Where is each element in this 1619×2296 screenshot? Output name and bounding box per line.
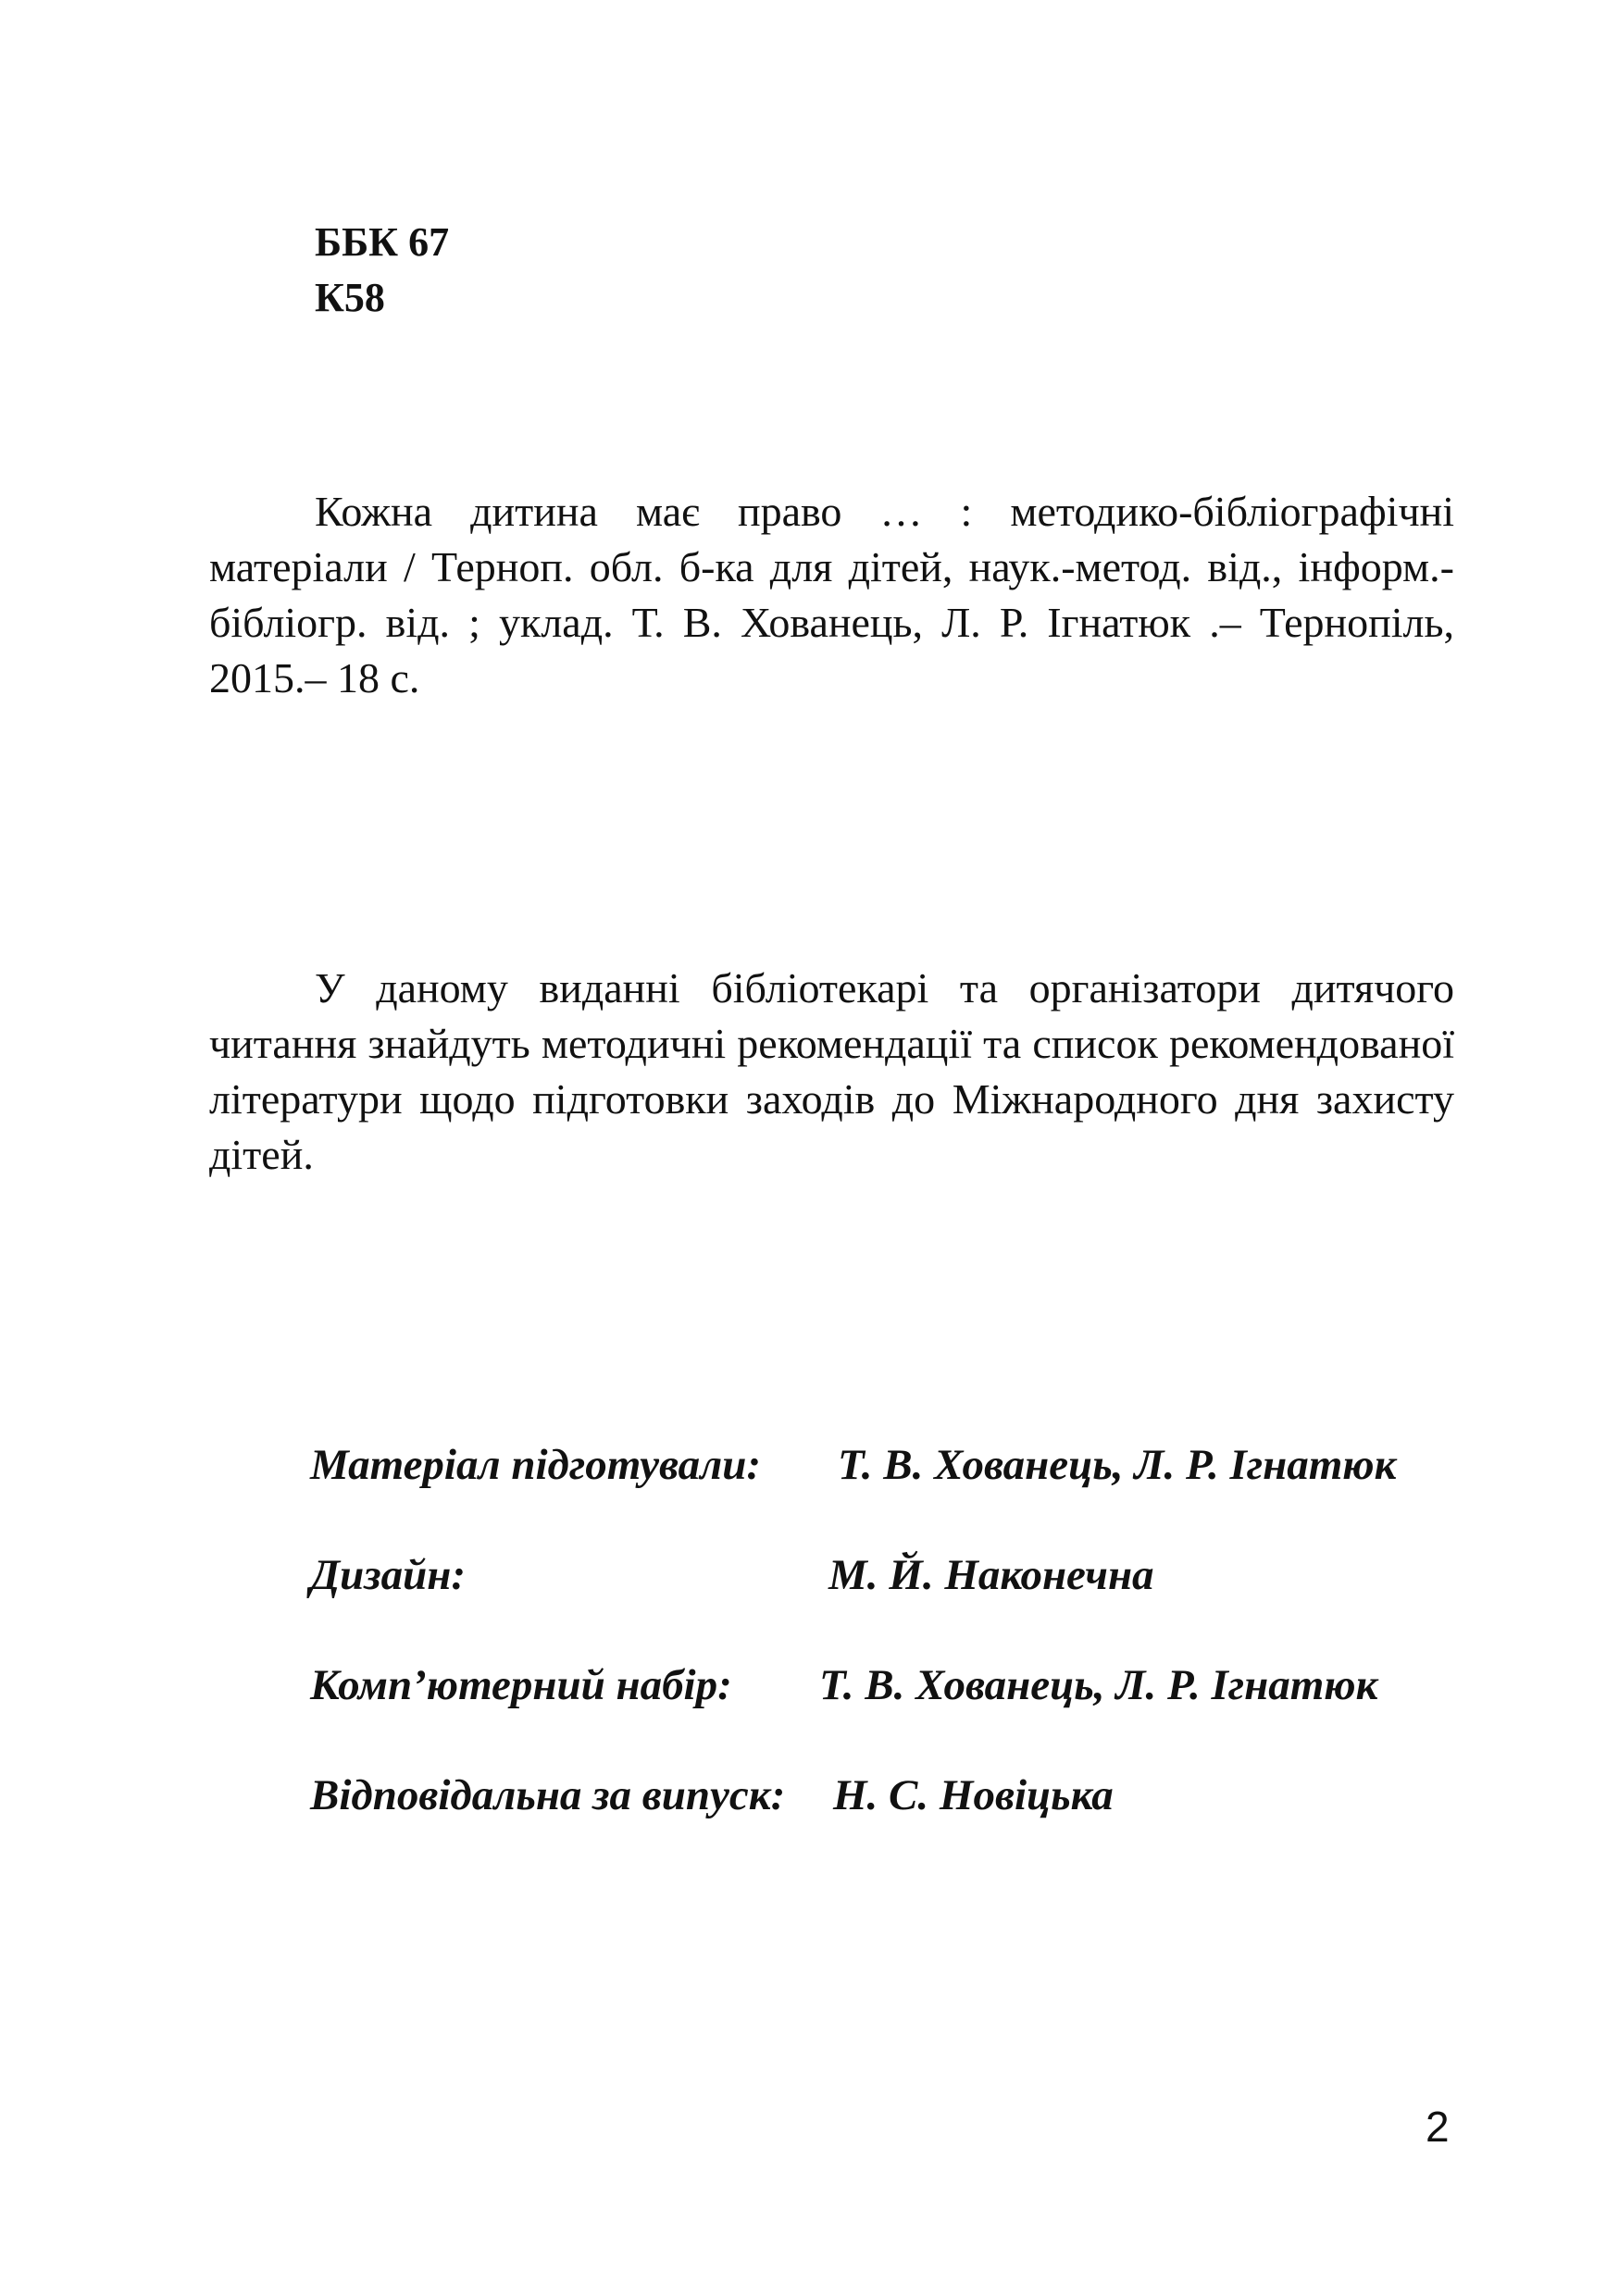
- bibliographic-entry: Кожна дитина має право … : методико-бібліографічні матеріали / Терноп. обл. б-ка для дітей, наук.-метод. від., інформ.-бібліогр. від. ; уклад. Т. В. Хованець, Л. Р. Ігнатюк .– Тернопіль, 2015.– 18 с.: [209, 488, 1454, 701]
- description-paragraph: У даному виданні бібліотекарі та організатори дитячого читання знайдуть методичні рекомендації та список рекомендованої літератури щодо підготовки заходів до Міжнародного дня захисту дітей.: [209, 964, 1454, 1178]
- credit-value: М. Й. Наконечна: [828, 1551, 1154, 1599]
- bbk-code: ББК 67: [315, 219, 450, 265]
- credit-label: Матеріал підготували:: [310, 1441, 762, 1489]
- credit-label: Дизайн:: [310, 1551, 466, 1599]
- credit-value: Т. В. Хованець, Л. Р. Ігнатюк: [838, 1441, 1397, 1489]
- credit-label: Комп’ютерний набір:: [310, 1661, 732, 1709]
- credit-value: Н. С. Новіцька: [833, 1771, 1114, 1819]
- page-number: 2: [1426, 2103, 1450, 2151]
- credit-value: Т. В. Хованець, Л. Р. Ігнатюк: [819, 1661, 1378, 1709]
- author-mark: К58: [315, 275, 385, 320]
- classification-codes: [315, 215, 449, 326]
- credit-label: Відповідальна за випуск:: [310, 1771, 786, 1819]
